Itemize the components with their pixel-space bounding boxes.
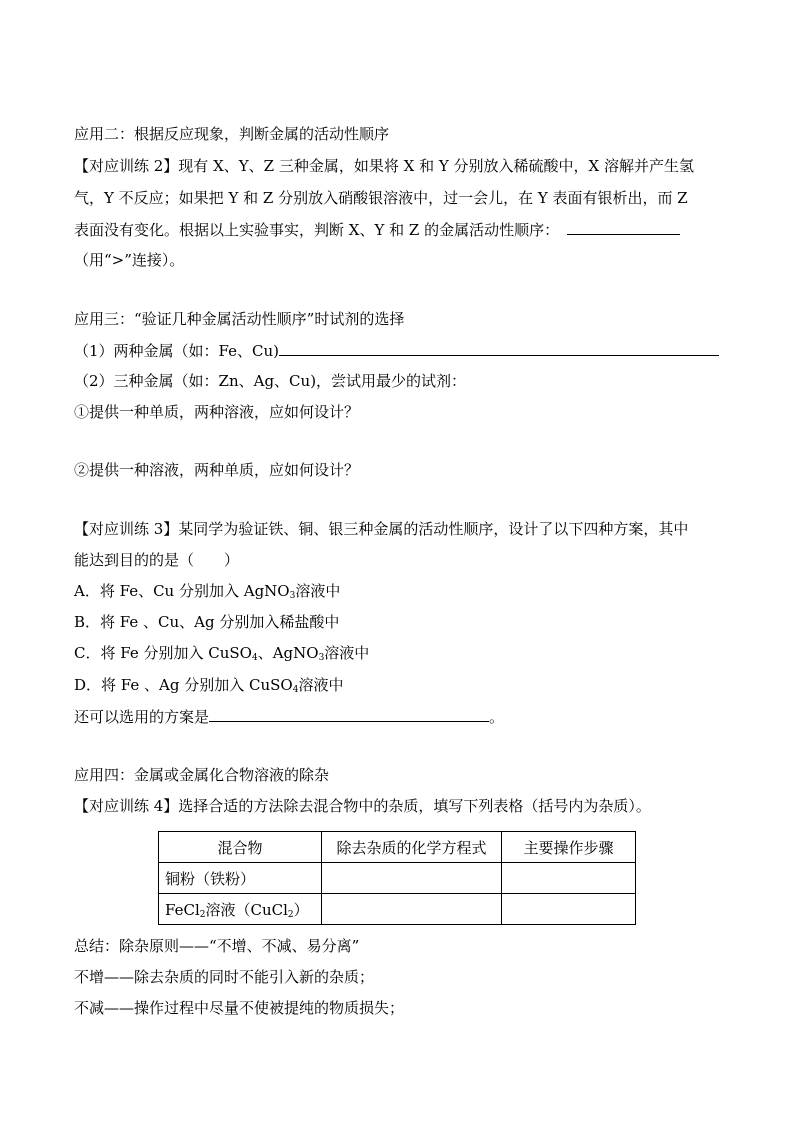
option-c xyxy=(74,643,369,663)
exercise2-line3-text: 表面没有变化。根据以上实验事实，判断 X、Y 和 Z 的金属活动性顺序： xyxy=(74,221,560,239)
exercise3-line2: 能达到目的的是（ ） xyxy=(74,551,240,569)
subscript: 4 xyxy=(251,653,258,663)
subscript: 2 xyxy=(287,909,294,920)
option-d-end: 溶液中 xyxy=(298,676,344,694)
option-c-mid: 、AgNO xyxy=(257,644,319,662)
option-b: B．将 Fe 、Cu、Ag 分别加入稀盐酸中 xyxy=(74,613,340,631)
row2-mixture xyxy=(159,894,322,925)
option-d xyxy=(74,675,343,695)
exercise2-line3 xyxy=(74,219,680,240)
option-a-text: A．将 Fe、Cu 分别加入 AgNO xyxy=(74,582,290,600)
exercise3-line1: 【对应训练 3】某同学为验证铁、铜、银三种金属的活动性顺序，设计了以下四种方案，其中 xyxy=(74,520,689,538)
extra-plan-end: 。 xyxy=(489,708,505,726)
option-a xyxy=(74,581,340,601)
summary-line1: 总结：除杂原则——“不增、不减、易分离” xyxy=(74,937,360,955)
row1-equation-cell[interactable] xyxy=(322,863,502,894)
extra-plan-text: 还可以选用的方案是 xyxy=(74,708,210,726)
app3-q2b: ②提供一种溶液，两种单质，应如何设计？ xyxy=(74,461,360,479)
app3-q2a: ①提供一种单质，两种溶液，应如何设计？ xyxy=(74,403,360,421)
row2-equation-cell[interactable] xyxy=(322,894,502,925)
app3-q1-text: （1）两种金属（如：Fe、Cu) xyxy=(74,342,279,360)
subscript: 3 xyxy=(289,591,296,601)
exercise2-line1: 【对应训练 2】现有 X、Y、Z 三种金属，如果将 X 和 Y 分别放入稀硫酸中，X 溶解并产生氢 xyxy=(74,157,694,175)
impurity-table xyxy=(158,831,636,925)
subscript: 2 xyxy=(199,909,206,920)
app4-title: 应用四：金属或金属化合物溶液的除杂 xyxy=(74,766,330,784)
app3-q1 xyxy=(74,340,719,361)
subscript: 4 xyxy=(292,685,299,695)
exercise2-line2: 气，Y 不反应；如果把 Y 和 Z 分别放入硝酸银溶液中，过一会儿，在 Y 表面有银析出，而 Z xyxy=(74,189,688,207)
row2-text-c: ） xyxy=(293,900,309,919)
exercise4-line1: 【对应训练 4】选择合适的方法除去混合物中的杂质，填写下列表格（括号内为杂质）。 xyxy=(74,797,651,815)
row2-text-a: FeCl xyxy=(165,900,200,919)
summary-line2: 不增——除去杂质的同时不能引入新的杂质； xyxy=(74,968,375,986)
table-row xyxy=(159,894,636,925)
summary-line3: 不减——操作过程中尽量不使被提纯的物质损失； xyxy=(74,999,405,1017)
exercise2-line4: （用“>”连接）。 xyxy=(74,251,185,269)
row1-steps-cell[interactable] xyxy=(502,863,636,894)
header-mixture: 混合物 xyxy=(159,832,322,863)
app2-title: 应用二：根据反应现象，判断金属的活动性顺序 xyxy=(74,125,390,143)
row2-steps-cell[interactable] xyxy=(502,894,636,925)
answer-blank[interactable] xyxy=(279,340,719,356)
option-d-text: D．将 Fe 、Ag 分别加入 CuSO xyxy=(74,676,293,694)
table-header-row xyxy=(159,832,636,863)
app3-title: 应用三：“验证几种金属活动性顺序”时试剂的选择 xyxy=(74,310,405,328)
header-equation: 除去杂质的化学方程式 xyxy=(322,832,502,863)
table-row xyxy=(159,863,636,894)
option-a-end: 溶液中 xyxy=(295,582,341,600)
app3-q2: （2）三种金属（如：Zn、Ag、Cu)，尝试用最少的试剂： xyxy=(74,372,467,390)
answer-blank[interactable] xyxy=(209,706,489,722)
option-c-text: C．将 Fe 分别加入 CuSO xyxy=(74,644,252,662)
row2-text-b: 溶液（CuCl xyxy=(205,900,288,919)
subscript: 3 xyxy=(318,653,325,663)
header-steps: 主要操作步骤 xyxy=(502,832,636,863)
option-c-end: 溶液中 xyxy=(324,644,370,662)
row1-mixture: 铜粉（铁粉） xyxy=(159,863,322,894)
extra-plan xyxy=(74,706,504,727)
answer-blank[interactable] xyxy=(567,219,680,235)
